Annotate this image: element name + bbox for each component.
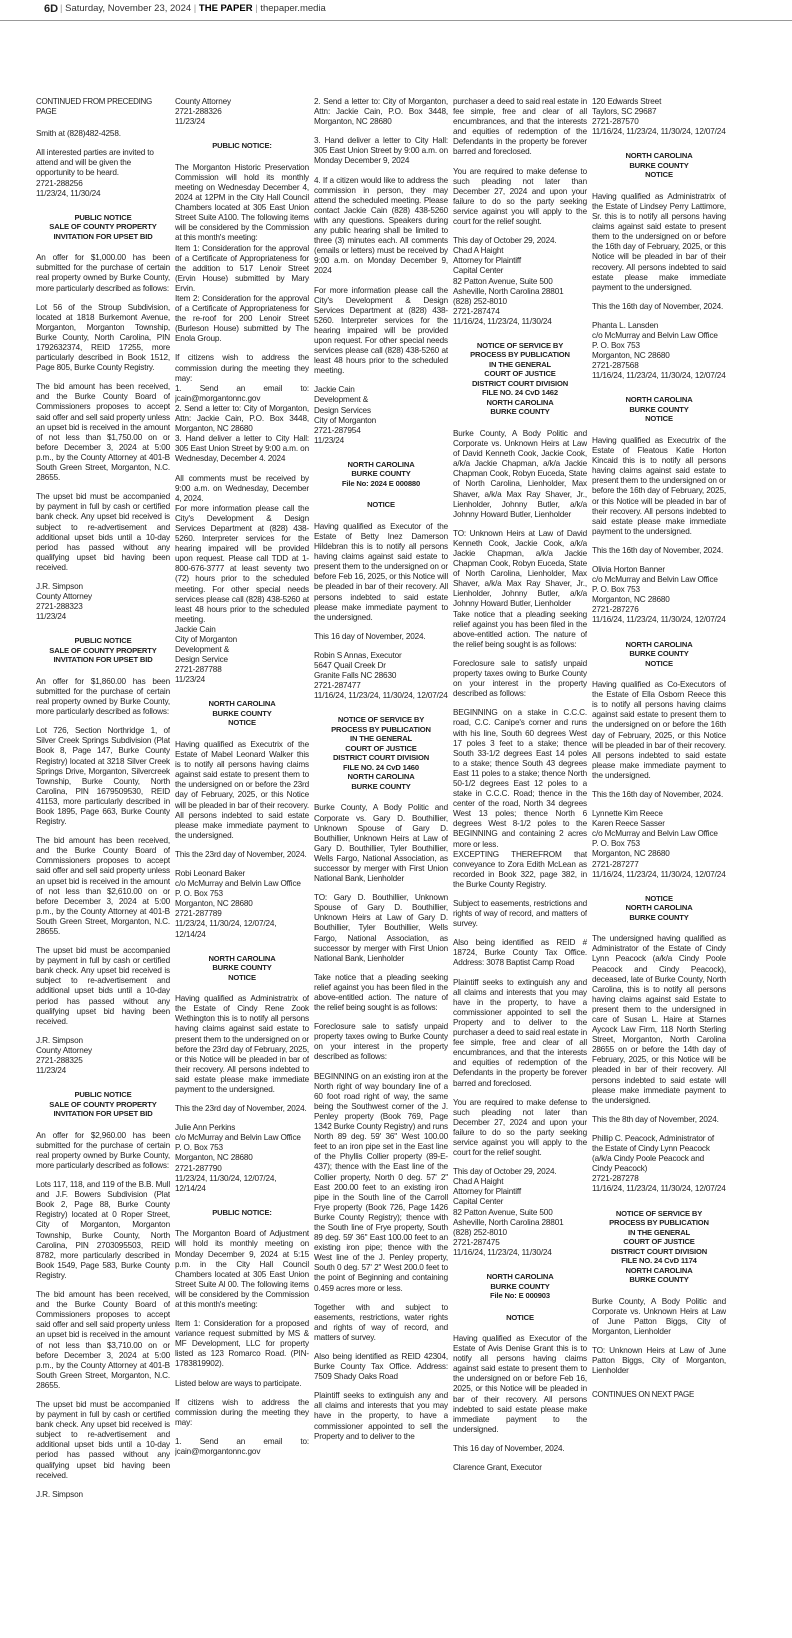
notice-signature: Robin S Annas, Executor 5647 Quail Creek Dr Granite Falls NC 28630 2721-287477 11/16/24, 11/23/24, 11/30/24, 12/07/24 <box>314 650 448 701</box>
notice-text: Listed below are ways to participate. <box>175 1378 302 1388</box>
notice-signature: 120 Edwards Street Taylors, SC 29687 2721-287570 11/16/24, 11/23/24, 11/30/24, 12/07/24 <box>592 97 726 137</box>
notice-text: Foreclosure sale to satisfy unpaid property taxes owing to Burke County on your interest in the property described as follows: <box>314 1022 448 1062</box>
column-5 <box>592 97 726 1627</box>
notice-text: Also being identified as REID # 18724, Burke County Tax Office. Address: 3078 Baptist Camp Road <box>453 938 587 968</box>
continues-label: CONTINUES ON NEXT PAGE <box>592 1390 695 1400</box>
notice-text: Having qualified as Executrix of the Estate of Fleatous Katie Horton Kincaid this is to notify all persons having claims against said estate to present them to the undersigned on or before the 16th day of February, 2025, or this Notice will be pleaded in bar of their recovery. All persons indebted to said estate please make immediate payment to the undersigned. <box>592 435 726 536</box>
column-4 <box>453 97 587 1627</box>
notice-signature: This day of October 29, 2024. Chad A Haight Attorney for Plaintiff Capital Center 82 Patton Avenue, Suite 500 Asheville, North Carolina 28801 (828) 252-8010 2721-287475 11/16/24, 11/23/24, 11/30/24 <box>453 1167 564 1257</box>
notice-text: An offer for $1,860.00 has been submitted for the purchase of certain real property owned by Burke County, more particularly described as follows: <box>36 676 170 717</box>
notice-text: 1. Send an email to: jcain@morgantonnc.gov <box>175 1436 309 1457</box>
notice-text: This the 8th day of November, 2024. <box>592 1114 719 1124</box>
notice-text: This the 23rd day of November, 2024. <box>175 849 307 859</box>
notice-text: Lot 56 of the Stroup Subdivision, located at 1818 Burkemont Avenue, Morganton, Morganton Township, Burke County, North Carolina, PIN 1792632374, REID 17255, more particularly described in Book 1512, Page 805, Burke County Registry. <box>36 302 170 373</box>
notice-signature: Phillip C. Peacock, Administrator of the Estate of Cindy Lynn Peacock (a/k/a Cindy Poole Peacock and Cindy Peacock) 2721-287278 11/16/24, 11/23/24, 11/30/24, 12/07/24 <box>592 1133 726 1194</box>
notice-text: This the 16th day of November, 2024. <box>592 301 724 311</box>
notice-text: The upset bid must be accompanied by payment in full by cash or certified bank check. Any upset bid received is subject to re-advertisement and additional upset bids until a 10-day period has passed without any qualifying upset bid having been received. <box>36 492 170 572</box>
notice-title: NOTICE <box>506 1312 534 1322</box>
notice-signature: J.R. Simpson County Attorney 2721-288325 11/23/24 <box>36 1035 93 1076</box>
notice-text: All comments must be received by 9:00 a.m. on Wednesday, December 4, 2024. For more information please call the City's Development & Design Services Department at (828) 438-5260. Interpreter services for the hearing impaired will be provided upon request. Please call TDD at 1-800-676-3777 at least seventy two (72) hours prior to the scheduled meeting. For other special needs services please call (828) 438-5260 at least 48 hours prior to the scheduled meeting. Jackie Cain City of Morganton Development & Design Service 2721-287788 11/23/24 <box>175 473 309 685</box>
notice-text: Having qualified as Executrix of the Estate of Mabel Leonard Walker this is to notify all persons having claims against said estate to present them to the undersigned on or before the 23rd day of February, 2025, or this Notice will be pleaded in bar of their recovery. All persons indebted to said estate please make immediate payment to the undersigned. <box>175 739 309 840</box>
continued-label: CONTINUED FROM PRECEDING PAGE <box>36 97 152 117</box>
notice-text: Having qualified as Executor of the Estate of Betty Inez Damerson Hildebran this is to notify all persons having claims against said estate to present them to the undersigned on or before Feb 16, 2025, or this Notice will be pleaded in bar of their recovery. All persons indebted to said estate please make immediate payment to the undersigned. <box>314 521 448 622</box>
notice-text: TO: Unknown Heirs at Law of June Patton Biggs, City of Morganton, Lienholder <box>592 1345 726 1376</box>
notice-text: Smith at (828)482-4258. <box>36 129 121 139</box>
notice-text: 2. Send a letter to: City of Morganton, Attn: Jackie Cain, P.O. Box 3448, Morganton, NC 28680 <box>314 97 448 127</box>
notice-text: Foreclosure sale to satisfy unpaid property taxes owing to Burke County on your interest in the property described as follows: <box>453 658 587 699</box>
notice-title: PUBLIC NOTICE SALE OF COUNTY PROPERTY INVITATION FOR UPSET BID <box>49 1090 157 1119</box>
notice-text: BEGINNING on a stake in C.C.C. road, C.C. Canipe's corner and runs with his line, South 60 degrees West 17 poles 3 feet to a stake; thence South 33-1/2 degrees East 14 poles to a stake; thence South 43 degrees East 11 poles to a stake; thence North 50-1/2 degrees East 12 poles to a stake in C.C.C. Road; thence in the center of the road, North 34 degrees West 13 poles; thence North 6 degrees West 8-1/2 poles to the BEGINNING and containing 2 acres more or less. EXCEPTING THEREFROM that conveyance to Zora Edith McLean as recorded in Book 322, page 382, in the Burke County Registry. <box>453 708 587 889</box>
notice-text: Plaintiff seeks to extinguish any and all claims and interests that you may have in the property, to have a commissioner appointed to sell the Property and to deliver to the <box>314 1391 448 1441</box>
notice-text: Burke County, A Body Politic and Corporate vs. Gary D. Bouthillier, Unknown Spouse of Gary D. Bouthillier, Unknown Heirs at Law of Gary D. Bouthillier, Tyler Bouthillier, Wells Fargo, National Association, as successor by merger with First Union National Bank, Lienholder <box>314 803 448 884</box>
notice-text: You are required to make defense to such pleading not later than December 27, 2024 and upon your failure to do so the party seeking service against you will apply to the court for the relief sought. <box>453 166 587 227</box>
notice-title: PUBLIC NOTICE: <box>212 141 272 151</box>
notice-text: If citizens wish to address the commission during the meeting they may: <box>175 1397 309 1427</box>
notice-text: The undersigned having qualified as Administrator of the Estate of Cindy Lynn Peacock (a/k/a Cindy Poole Peacock and Cindy Peacock), deceased, late of Burke County, North Carolina, this is to notify all persons having claims against said Estate to present them to the undersigned in care of Susan L. Haire at Starnes Aycock Law Firm, 118 North Sterling Street, Morganton, North Carolina 28655 on or before the 14th day of February, 2025, or this Notice will be pleaded in bar of their recovery. All persons indebted to said estate will please make immediate payment to the undersigned. <box>592 934 726 1105</box>
notice-text: The upset bid must be accompanied by payment in full by cash or certified bank check. Any upset bid received is subject to re-advertisement and additional upset bids until a 10-day period has passed without any qualifying upset bid having been received. <box>36 946 170 1026</box>
notice-text: An offer for $2,960.00 has been submitted for the purchase of certain real property owned by Burke County, more particularly described as follows: <box>36 1130 170 1170</box>
notice-title: NORTH CAROLINA BURKE COUNTY NOTICE <box>625 395 693 424</box>
notice-text: This the 23rd day of November, 2024. <box>175 1104 307 1114</box>
notice-title: PUBLIC NOTICE SALE OF COUNTY PROPERTY INVITATION FOR UPSET BID <box>49 636 157 665</box>
notice-text: The upset bid must be accompanied by payment in full by cash or certified bank check. Any upset bid received is subject to re-advertisement and additional upset bids until a 10-day period has passed without any qualifying upset bid having been received. <box>36 1399 170 1480</box>
notice-title: NOTICE <box>367 500 395 510</box>
notice-text: Together with and subject to easements, restrictions, water rights and rights of way of record, and matters of survey. <box>314 1302 448 1342</box>
notice-text: The Morganton Historic Preservation Commission will hold its monthly meeting on Wednesday December 4, 2024 at 12PM in the City Hall Council Chambers located at 305 East Union Street Suite A100. The following items will be considered by the Commission at this month's meeting: Item 1: Consideration for the approval of a Certificate of Appropriateness for the addition to 517 Lenoir Street (Ervin House) submitted by Mary Ervin. Item 2: Consideration for the approval of a Certificate of Appropriateness for the re-roof for 200 Lenoir Street (Burleson House) submitted by The Enola Group. <box>175 162 309 344</box>
notice-text: Having qualified as Executor of the Estate of Avis Denise Grant this is to notify all persons having claims against said estate to present them to the undersigned on or before Feb 16, 2025, or this Notice will be pleaded in bar of their recovery. All persons indebted to said estate please make immediate payment to the undersigned. <box>453 1334 587 1434</box>
notice-signature: J.R. Simpson <box>36 1489 83 1499</box>
notice-signature: J.R. Simpson County Attorney 2721-288323 11/23/24 <box>36 581 93 622</box>
notice-text: The bid amount has been received, and the Burke County Board of Commissioners proposes to accept said offer and sell said property unless an upset bid is received in the amount of not less than $3,710.00 on or before December 3, 2024 at 5:00 p.m., by the County Attorney at 401-B South Green Street, Morganton, N.C. 28655. <box>36 1290 170 1390</box>
notice-text: Item 1: Consideration for a proposed variance request submitted by MS & MF Development, LLC for property listed as 123 Romarco Road. (PIN-1783819902). <box>175 1319 309 1369</box>
notice-text: Having qualified as Administratrix of the Estate of Cindy Rene Zook Wethington this is to notify all persons having claims against said estate to present them to the undersigned on or before the 23rd day of February, 2025, or this Notice will be pleaded in bar of their recovery. All persons indebted to said estate please make immediate payment to the undersigned. <box>175 994 309 1094</box>
notice-text: This 16 day of November, 2024. <box>453 1443 565 1453</box>
notice-title: PUBLIC NOTICE SALE OF COUNTY PROPERTY INVITATION FOR UPSET BID <box>49 212 157 241</box>
notice-text: Take notice that a pleading seeking relief against you has been filed in the above-entitled action. The nature of the relief being sought is as follows: <box>314 972 448 1013</box>
notice-title: NORTH CAROLINA BURKE COUNTY NOTICE <box>208 699 276 728</box>
column-2 <box>175 97 309 1627</box>
header-paper-name: THE PAPER <box>198 3 253 14</box>
column-3 <box>314 97 448 1627</box>
notice-text: BEGINNING on an existing iron at the North right of way boundary line of a 60 foot road right of way, the same being the Southwest corner of the J. Penley property (Book 769, Page 1342 Burke County Registry) and runs North 89 deg. 59' 36" West 100.00 feet to an iron pipe set in the East line of the Phyllis Collier property (89-E-437); thence with the East line of the Collier property, North 0 deg. 57' 2" East 200.00 feet to an existing iron pipe in the South line of the Carroll Frye property (Book 726, Page 1426 Burke County Registry); thence with the South line of Frye property, South 89 deg. 59' 36" East 100.00 feet to an existing iron pipe; thence with the West line of the J. Penley property, South 0 deg. 57' 2" West 200.0 feet to the point of Beginning and containing 0.459 acres more or less. <box>314 1071 448 1293</box>
notice-title: NORTH CAROLINA BURKE COUNTY NOTICE <box>625 151 693 180</box>
notice-signature: This day of October 29, 2024. Chad A Haight Attorney for Plaintiff Capital Center 82 Patton Avenue, Suite 500 Asheville, North Carolina 28801 (828) 252-8010 2721-287474 11/16/24, 11/23/24, 11/30/24 <box>453 236 564 326</box>
notice-signature: Lynnette Kim Reece Karen Reece Sasser c/o McMurray and Belvin Law Office P. O. Box 753 Morganton, NC 28680 2721-287277 11/16/24, 11/23/24, 11/30/24, 12/07/24 <box>592 809 726 879</box>
notice-title: NORTH CAROLINA BURKE COUNTY NOTICE <box>208 953 276 982</box>
notice-text: The bid amount has been received, and the Burke County Board of Commissioners proposes to accept said offer and sell said property unless an upset bid is received in the amount of not less than $2,610.00 on or before December 3, 2024 at 5:00 p.m., by the County Attorney at 401-B South Green Street, Morganton, N.C. 28655. <box>36 836 170 936</box>
column-1 <box>36 97 170 1627</box>
notice-text: 3. Hand deliver a letter to City Hall: 305 East Union Street by 9:00 a.m. on Monday December 9, 2024 <box>314 136 448 166</box>
notice-title: PUBLIC NOTICE: <box>212 1207 272 1217</box>
header-date: Saturday, November 23, 2024 <box>65 3 192 14</box>
notice-title: NORTH CAROLINA BURKE COUNTY NOTICE <box>625 639 693 668</box>
page-number: 6D <box>44 3 59 15</box>
notice-signature: Olivia Horton Banner c/o McMurray and Belvin Law Office P. O. Box 753 Morganton, NC 28680 2721-287276 11/16/24, 11/23/24, 11/30/24, 12/07/24 <box>592 565 726 625</box>
notice-title: NOTICE OF SERVICE BY PROCESS BY PUBLICATION IN THE GENERAL COURT OF JUSTICE DISTRICT COURT DIVISION FILE NO. 24 CvD 1460 NORTH CAROLINA BURKE COUNTY <box>331 715 431 791</box>
notice-text: You are required to make defense to such pleading not later than December 27, 2024 and upon your failure to do so the party seeking service against you will apply to the court for the relief sought. <box>453 1097 587 1158</box>
notice-text: The Morganton Board of Adjustment will hold its monthly meeting on Monday December 9, 2024 at 5:15 p.m. in the City Hall Council Chambers located at 305 East Union Street Suite Al 00. The following items will be considered by the Commission at this month's meeting: <box>175 1229 309 1309</box>
notice-text: This the 16th day of November, 2024. <box>592 545 724 555</box>
notice-signature: Clarence Grant, Executor <box>453 1463 542 1473</box>
notice-text: For more information please call the City's Development & Design Services Department at (828) 438-5260. Interpreter services for the hearing impaired will be provided upon request. For other special needs services please call (828) 438-5260 at least 48 hours prior to the scheduled meeting. <box>314 285 448 376</box>
notice-signature: Phanta L. Lansden c/o McMurray and Belvin Law Office P. O. Box 753 Morganton, NC 28680 2721-287568 11/16/24, 11/23/24, 11/30/24, 12/07/24 <box>592 320 726 381</box>
notice-text: TO: Unknown Heirs at Law of David Kenneth Cook, Jackie Cook, a/k/a Jackie Chapman, a/k/a Jackie Chapman Cook, Robyn Euceda, State of North Carolina, Lienholder, Max Shaver, a/k/a Max Ray Shaver, Jr., Lienholder, Johnny Butler, a/k/a Johnny Howard Butler, Lienholder Take notice that a pleading seeking relief against you has been filed in the above-entitled action. The nature of the relief being sought is as follows: <box>453 528 587 649</box>
notice-text: Burke County, A Body Politic and Corporate vs. Unknown Heirs at Law of David Kenneth Cook, Jackie Cook, a/k/a Jackie Chapman, a/k/a Jackie Chapman Cook, Robyn Euceda, State of North Carolina, Lienholder, Max Shaver, a/k/a Max Ray Shaver, Jr., Lienholder, Johnny Butler, a/k/a Johnny Howard Butler, Lienholder <box>453 428 587 519</box>
notice-signature: Julie Ann Perkins c/o McMurray and Belvin Law Office P. O. Box 753 Morganton, NC 28680 2721-287790 11/23/24, 11/30/24, 12/07/24, 12/14/24 <box>175 1123 301 1193</box>
notice-signature: Jackie Cain Development & Design Services City of Morganton 2721-287954 11/23/24 <box>314 385 377 445</box>
page-header <box>0 0 792 21</box>
notice-title: NORTH CAROLINA BURKE COUNTY File No: 2024 E 000880 <box>341 459 421 488</box>
notice-title: NORTH CAROLINA BURKE COUNTY File No: E 000903 <box>486 1272 554 1300</box>
notice-text: This 16 day of November, 2024. <box>314 631 426 641</box>
notices-columns <box>36 97 756 1627</box>
notice-text: All interested parties are invited to attend and will be given the opportunity to be heard. 2721-288256 11/23/24, 11/30/24 <box>36 148 154 198</box>
notice-text: Lots 117, 118, and 119 of the B.B. Mull and J.F. Bowers Subdivision (Plat Book 2, Page 88, Burke County Registry) located at 0 Roper Street, City of Morganton, Morganton Township, Burke County, North Carolina, PIN 2703095503, REID 8782, more particularly described in Book 1549, Page 583, Burke County Registry. <box>36 1180 170 1280</box>
notice-text: Lot 726, Section Northridge 1, of Silver Creek Springs Subdivision (Plat Book 8, Page 147, Burke County Registry) located at 3218 Silver Creek Springs Drive, Morganton, Silvercreek Township, Burke County, North Carolina, PIN 1679509530, REID 41153, more particularly described in Book 1895, Page 663, Burke County Registry. <box>36 726 170 827</box>
notice-text: An offer for $1,000.00 has been submitted for the purchase of certain real property owned by Burke County, more particularly described as follows: <box>36 253 170 293</box>
header-site: thepaper.media <box>260 3 326 14</box>
notice-title: NOTICE NORTH CAROLINA BURKE COUNTY <box>625 893 693 922</box>
notice-text: Also being identified as REID 42304, Burke County Tax Office. Address: 7509 Shady Oaks Road <box>314 1352 448 1382</box>
notice-text: The bid amount has been received, and the Burke County Board of Commissioners proposes to accept said offer and sell said property unless an upset bid is received in the amount of not less than $1,750.00 on or before December 3, 2024 at 5:00 p.m., by the County Attorney at 401-B South Green Street, Morganton, N.C. 28655. <box>36 382 170 483</box>
notice-signature: Robi Leonard Baker c/o McMurray and Belvin Law Office P. O. Box 753 Morganton, NC 28680 2721-287789 11/23/24, 11/30/24, 12/07/24, 12/14/24 <box>175 869 301 939</box>
notice-text: Plaintiff seeks to extinguish any and all claims and interests that you may have in the property, to have a commissioner appointed to sell the Property and to deliver to the purchaser a deed to said real estate in fee simple, free and clear of all encumbrances, and that the interests and equities of redemption of the Defendants in the property be forever barred and foreclosed. <box>453 977 587 1088</box>
notice-title: NOTICE OF SERVICE BY PROCESS BY PUBLICATION IN THE GENERAL COURT OF JUSTICE DISTRICT COURT DIVISION FILE NO. 24 CvD 1462 NORTH CAROLINA BURKE COUNTY <box>470 340 570 417</box>
notice-text: Having qualified as Co-Executors of the Estate of Ella Osborn Reece this is to notify all persons having claims against said estate to present them to the undersigned on or before the 16th day of February, 2025, or this Notice will be pleaded in bar of their recovery. All persons indebted to said estate please make immediate payment to the undersigned. <box>592 680 726 780</box>
notice-text: purchaser a deed to said real estate in fee simple, free and clear of all encumbrances, and that the interests and equities of redemption of the Defendants in the property be forever barred and foreclosed. <box>453 97 587 157</box>
notice-signature: County Attorney 2721-288326 11/23/24 <box>175 97 232 127</box>
notice-text: Burke County, A Body Politic and Corporate vs. Unknown Heirs at Law of June Patton Biggs, City of Morganton, Lienholder <box>592 1296 726 1336</box>
header-info: | Saturday, November 23, 2024 | THE PAPER | thepaper.media <box>60 3 326 14</box>
notice-text: Having qualified as Administratrix of the Estate of Lindsey Perry Lattimore, Sr. this is to notify all persons having claims against said estate to present them to the undersigned on or before the 16th day of February, 2025, or this Notice will be pleaded in bar of their recovery. All persons indebted to said estate please make immediate payment to the undersigned. <box>592 191 726 292</box>
notice-title: NOTICE OF SERVICE BY PROCESS BY PUBLICATION IN THE GENERAL COURT OF JUSTICE DISTRICT COURT DIVISION FILE NO. 24 CvD 1174 NORTH CAROLINA BURKE COUNTY <box>609 1208 709 1284</box>
notice-text: Subject to easements, restrictions and rights of way of record, and matters of survey. <box>453 899 587 929</box>
notice-text: This the 16th day of November, 2024. <box>592 790 724 799</box>
notice-text: If citizens wish to address the commission during the meeting they may: 1. Send an email to: jcain@morgantonnc.gov 2. Send a letter to: City of Morganton, Attn: Jackie Cain, P.O. Box 3448, Morganton, NC 28680 3. Hand deliver a letter to City Hall: 305 East Union Street by 9:00 a.m. on Wednesday, December 4. 2024 <box>175 353 309 464</box>
notice-text: 4. If a citizen would like to address the commission in person, they may attend the scheduled meeting. Please contact Jackie Cain (828) 438-5260 with any questions. Speakers during any public hearing shall be limited to three (3) minutes each. All comments (emails or letters) must be received by 9:00 a.m. on Monday December 9, 2024 <box>314 175 448 276</box>
notice-text: TO: Gary D. Bouthillier, Unknown Spouse of Gary D. Bouthillier, Unknown Heirs at Law of Gary D. Bouthillier, Tyler Bouthillier, Wells Fargo, National Association, as successor by merger with First Union National Bank, Lienholder <box>314 893 448 963</box>
